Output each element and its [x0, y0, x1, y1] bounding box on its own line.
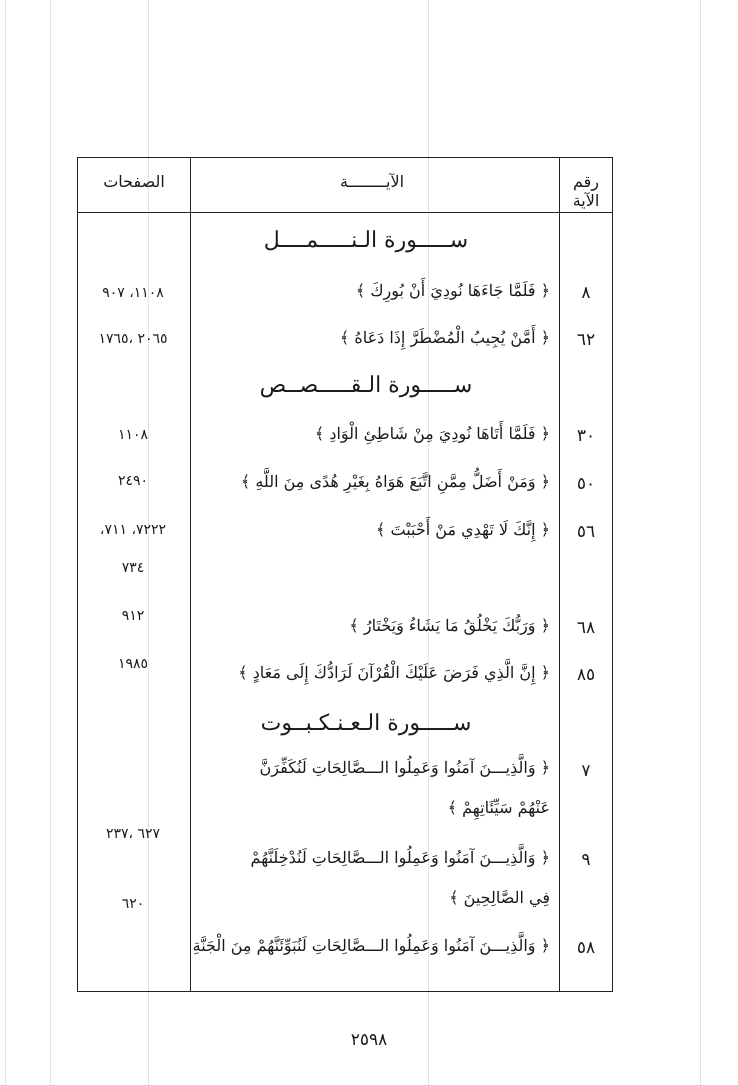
surah-title: ســـــورة الـقـــــصــص: [259, 373, 473, 398]
verse-text: ﴿ وَرَبُّكَ يَخْلُقُ مَا يَشَاءُ وَيَخْتَارُ ﴾: [349, 616, 550, 635]
ayah-number: ٥٨: [576, 938, 596, 958]
ayah-number: ٧: [581, 761, 591, 781]
page-refs: ١١٠٨: [117, 427, 149, 443]
verse-text: ﴿ أَمَّنْ يُجِيبُ الْمُضْطَرَّ إِذَا دَعَاهُ ﴾: [339, 328, 550, 347]
verse-text: ﴿ فَلَمَّا جَاءَهَا نُودِيَ أَنْ بُورِكَ ﴾: [355, 281, 550, 300]
page-number: ٢٥٩٨: [350, 1030, 388, 1050]
column-divider: [190, 158, 191, 991]
verse-text: ﴿ إِنَّكَ لَا تَهْدِي مَنْ أَحْبَبْتَ ﴾: [376, 520, 550, 539]
scan-line: [5, 0, 6, 1085]
page-refs: ٧٢٢٢، ٧١١،: [99, 522, 167, 538]
verse-text: ﴿ إِنَّ الَّذِي فَرَضَ عَلَيْكَ الْقُرْآنَ لَرَادُّكَ إِلَى مَعَادٍ ﴾: [238, 663, 550, 682]
surah-title: ســـــورة الـنـــــمــــل: [263, 228, 469, 253]
ayah-number: ٥٠: [576, 474, 596, 494]
header-ayah-number: رقم الآية: [572, 172, 600, 210]
page-refs: ٧٣٤: [121, 560, 145, 576]
surah-title: ســـــورة الـعـنـكـبــوت: [260, 711, 472, 736]
scan-line: [700, 0, 701, 1085]
ayah-number: ٣٠: [576, 426, 596, 446]
page-refs: ١٩٨٥: [117, 656, 149, 672]
page-refs: ٢٠٦٥ ،١٧٦٥: [98, 331, 168, 347]
page-refs: ٩١٢: [121, 608, 145, 624]
header-divider: [78, 212, 612, 213]
verse-text: ﴿ وَالَّذِيـــنَ آمَنُوا وَعَمِلُوا الـــصَّالِحَاتِ لَنُبَوِّئَنَّهُمْ مِنَ الْجَنَّةِ: [192, 936, 550, 955]
page-refs: ٦٢٧ ،٢٣٧: [105, 826, 161, 842]
scan-line: [50, 0, 51, 1085]
verse-text: ﴿ وَالَّذِيـــنَ آمَنُوا وَعَمِلُوا الـــصَّالِحَاتِ لَنُدْخِلَنَّهُمْ فِي الصَّالِحِينَ ﴾: [250, 848, 550, 907]
page-refs: ١١٠٨، ٩٠٧: [102, 285, 164, 301]
header-pages: الصفحات: [103, 172, 165, 191]
ayah-number: ٨٥: [576, 665, 596, 685]
ayah-number: ٨: [581, 283, 591, 303]
ayah-number: ٦٢: [576, 330, 596, 350]
ayah-number: ٩: [581, 850, 591, 870]
index-table: [77, 157, 613, 992]
page-refs: ٢٤٩٠: [117, 473, 149, 489]
header-ayah: الآيــــــــة: [339, 172, 405, 191]
page-refs: ٦٢٠: [121, 896, 145, 912]
ayah-number: ٥٦: [576, 522, 596, 542]
verse-text: ﴿ وَالَّذِيـــنَ آمَنُوا وَعَمِلُوا الـــصَّالِحَاتِ لَنُكَفِّرَنَّ عَنْهُمْ سَيِّئَاتِهِمْ ﴾: [259, 758, 550, 817]
ayah-number: ٦٨: [576, 618, 596, 638]
verse-text: ﴿ وَمَنْ أَضَلُّ مِمَّنِ اتَّبَعَ هَوَاهُ بِغَيْرِ هُدًى مِنَ اللَّهِ ﴾: [240, 472, 550, 491]
verse-text: ﴿ فَلَمَّا أَتَاهَا نُودِيَ مِنْ شَاطِئِ الْوَادِ ﴾: [314, 424, 550, 443]
